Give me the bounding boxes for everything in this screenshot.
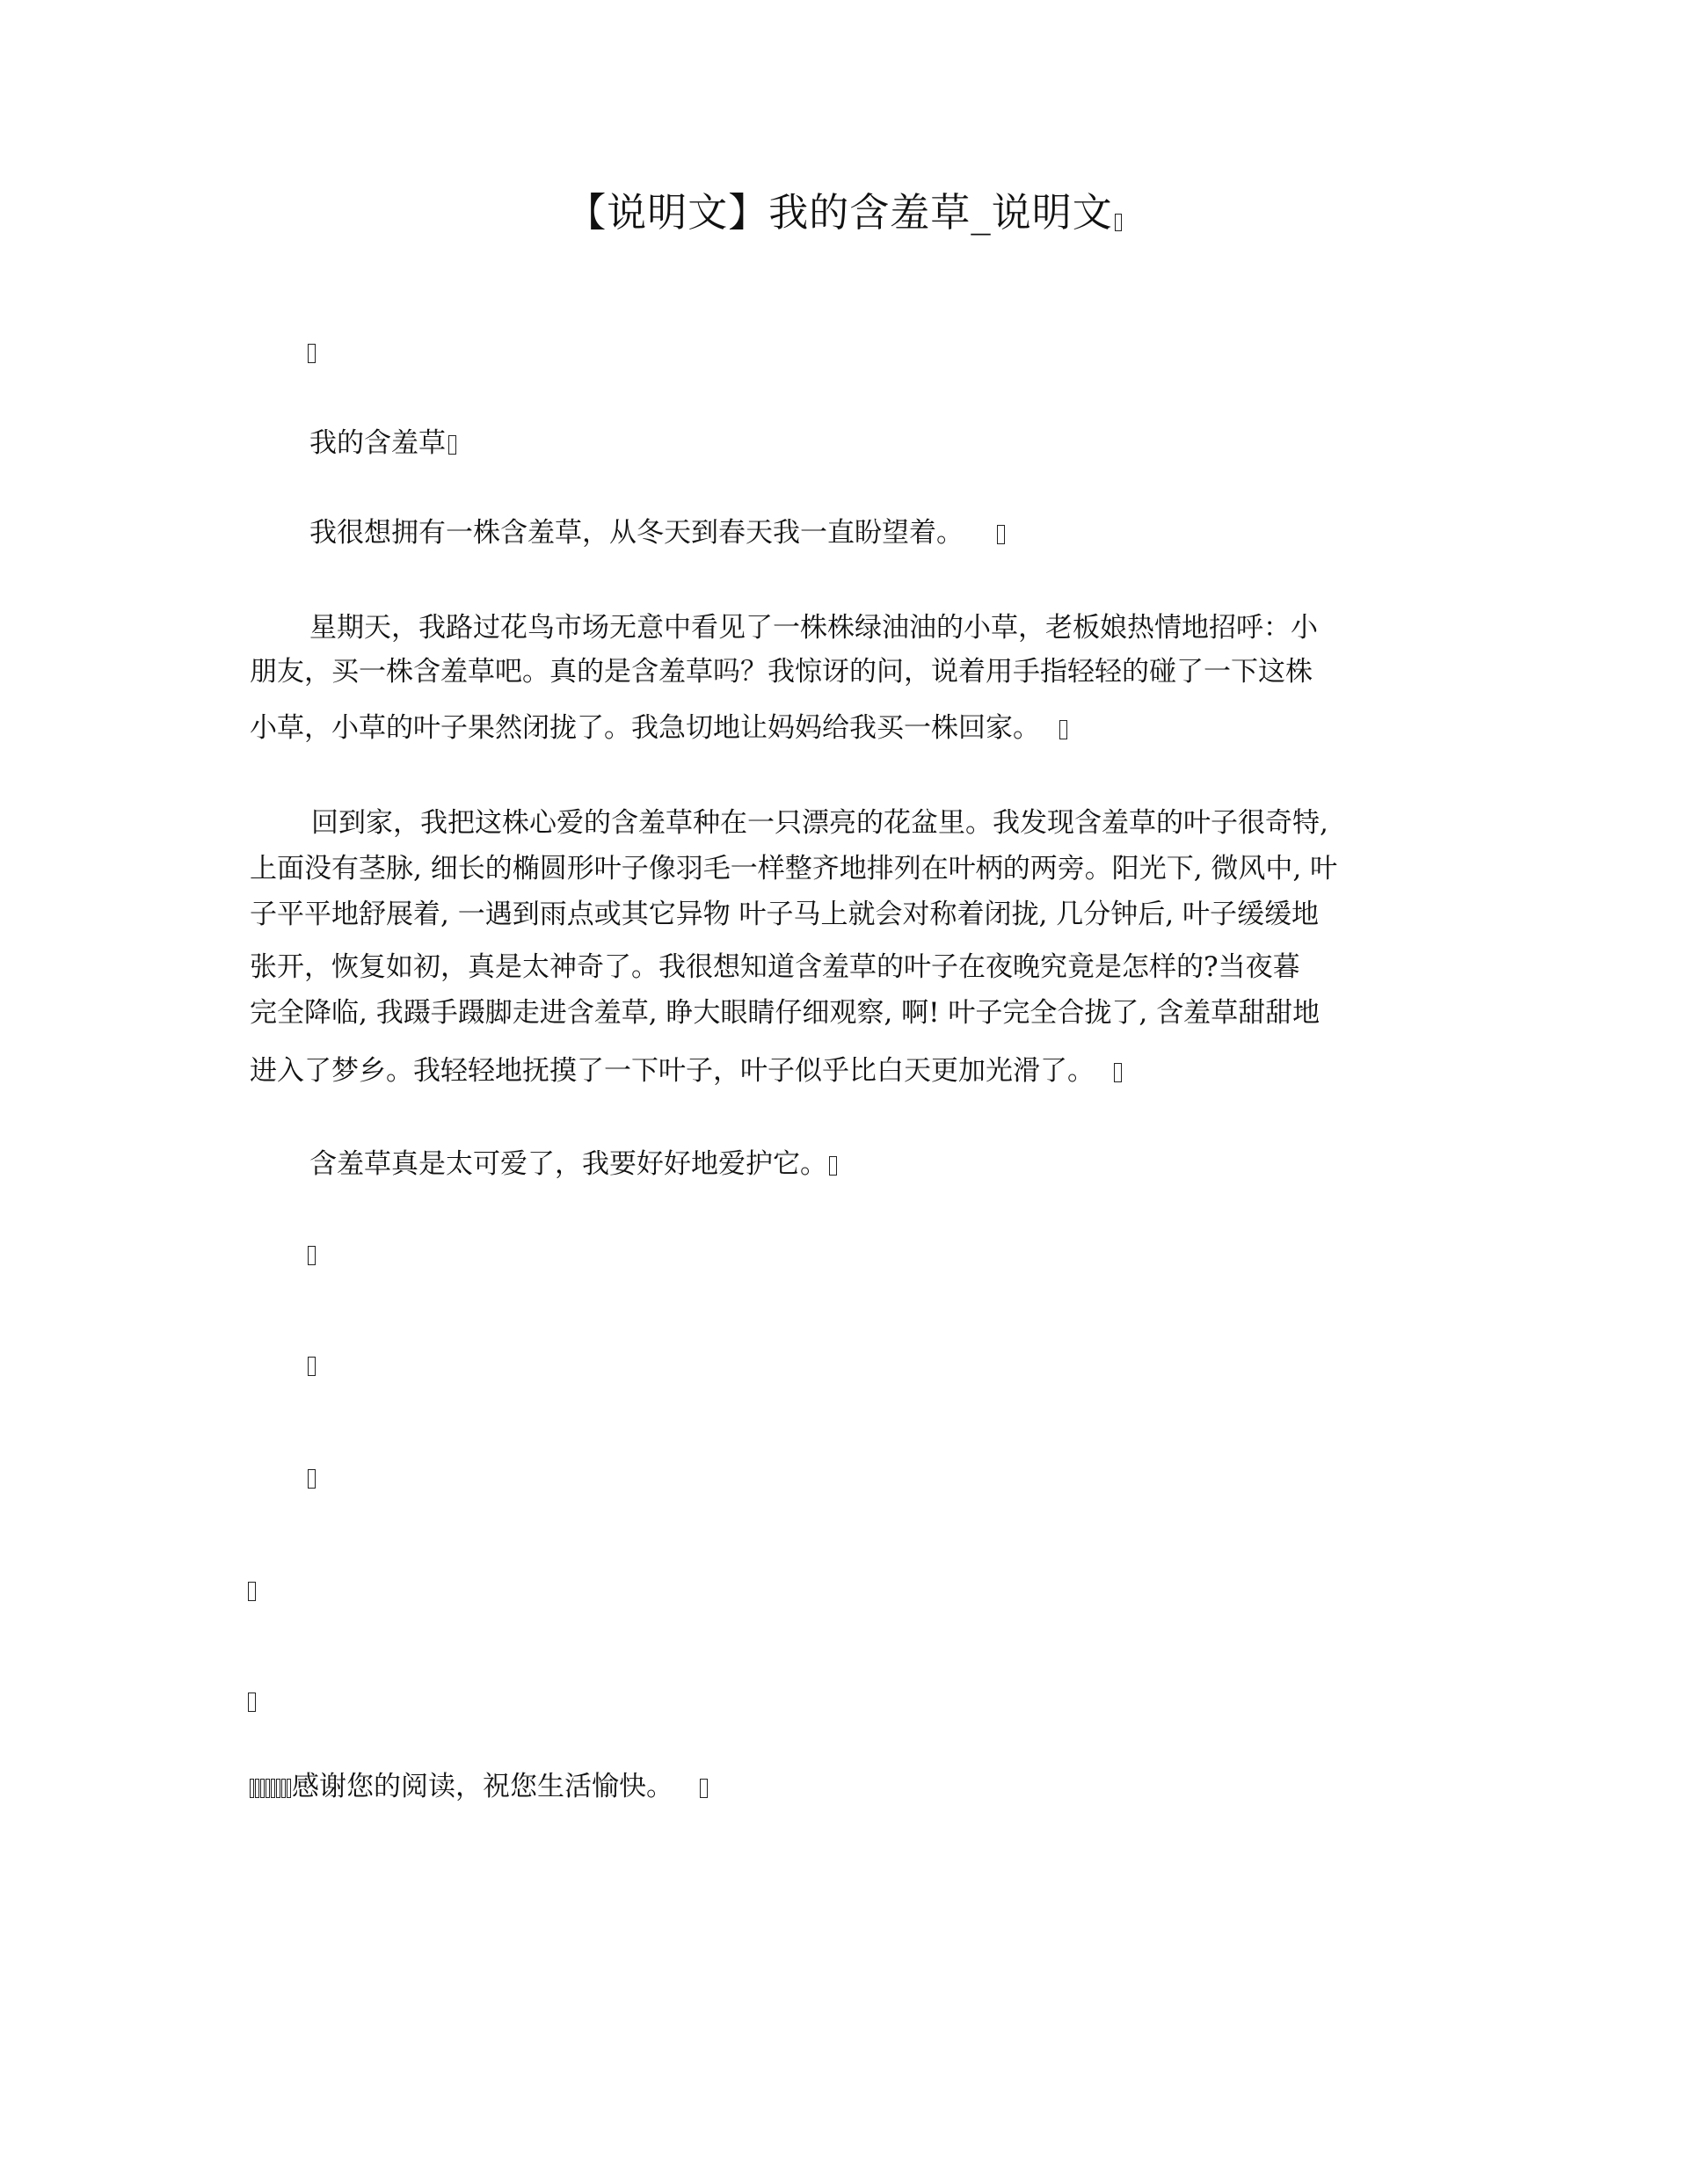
paragraph-text: 含羞草真是太可爱了，我要好好地爱护它。 xyxy=(309,1148,827,1180)
paragraph-text: 子平平地舒展着, 一遇到雨点或其它异物 叶子马上就会对称着闭拢, 几分钟后, 叶子缓缓地 xyxy=(250,899,1319,930)
paragraph-text: 我很想拥有一株含羞草，从冬天到春天我一直盼望着。 xyxy=(309,517,964,549)
missing-glyph-icon xyxy=(248,1582,256,1601)
missing-glyph-icon xyxy=(308,1246,316,1265)
heading-text: 我的含羞草 xyxy=(309,427,446,459)
missing-glyph-icon xyxy=(276,1779,280,1798)
missing-glyph-icon xyxy=(271,1779,275,1798)
paragraph-3-line-2 xyxy=(250,849,1337,888)
paragraph-3-line-1 xyxy=(311,804,1328,842)
missing-glyph-icon xyxy=(308,1357,316,1376)
paragraph-3-line-6 xyxy=(250,1052,1122,1090)
missing-glyph-icon xyxy=(250,1779,254,1798)
missing-glyph-icon xyxy=(700,1779,708,1798)
empty-paragraph-mark xyxy=(248,1570,256,1609)
empty-paragraph-mark xyxy=(308,1458,316,1496)
paragraph-4-line-1 xyxy=(309,1145,837,1183)
paragraph-text: 小草，小草的叶子果然闭拢了。我急切地让妈妈给我买一株回家。 xyxy=(250,712,1040,744)
title-text: 【说明文】我的含羞草_说明文 xyxy=(566,189,1113,236)
document-title xyxy=(0,186,1688,239)
missing-glyph-icon xyxy=(1114,1063,1122,1082)
missing-glyph-icon xyxy=(281,1779,286,1798)
paragraph-3-line-5 xyxy=(250,994,1320,1032)
paragraph-text: 进入了梦乡。我轻轻地抚摸了一下叶子，叶子似乎比白天更加光滑了。 xyxy=(250,1055,1095,1087)
paragraph-2-line-2 xyxy=(250,652,1313,691)
paragraph-2-line-1 xyxy=(309,608,1318,647)
closing-text: 感谢您的阅读，祝您生活愉快。 xyxy=(292,1771,673,1802)
article-heading xyxy=(309,424,456,462)
paragraph-3-line-4 xyxy=(250,948,1300,986)
paragraph-text: 完全降临, 我蹑手蹑脚走进含羞草, 睁大眼睛仔细观察, 啊! 叶子完全合拢了, 含羞草甜甜地 xyxy=(250,997,1321,1029)
empty-paragraph-mark xyxy=(248,1681,256,1720)
paragraph-3-line-3 xyxy=(250,895,1319,934)
paragraph-text: 星期天，我路过花鸟市场无意中看见了一株株绿油油的小草，老板娘热情地招呼：小 xyxy=(309,612,1318,644)
missing-glyph-icon xyxy=(266,1779,270,1798)
missing-glyph-icon xyxy=(997,525,1005,544)
empty-paragraph-mark xyxy=(308,1345,316,1384)
paragraph-1-line-1 xyxy=(309,513,1005,552)
missing-glyph-icon xyxy=(829,1156,837,1176)
paragraph-text: 朋友，买一株含羞草吧。真的是含羞草吗？我惊讶的问，说着用手指轻轻的碰了一下这株 xyxy=(250,656,1313,688)
paragraph-text: 张开，恢复如初，真是太神奇了。我很想知道含羞草的叶子在夜晚究竟是怎样的?当夜暮 xyxy=(250,951,1300,983)
missing-glyph-icon xyxy=(1059,720,1067,739)
empty-paragraph-mark xyxy=(308,1234,316,1273)
paragraph-2-line-3 xyxy=(250,709,1067,747)
missing-glyph-icon xyxy=(308,1469,316,1489)
missing-glyph-icon xyxy=(308,344,316,363)
missing-glyph-icon xyxy=(248,1693,256,1712)
missing-glyph-icon xyxy=(260,1779,265,1798)
paragraph-text: 回到家，我把这株心爱的含羞草种在一只漂亮的花盆里。我发现含羞草的叶子很奇特, xyxy=(311,807,1328,839)
closing-line xyxy=(250,1767,708,1806)
missing-glyph-icon xyxy=(287,1779,291,1798)
missing-glyph-icon xyxy=(448,435,456,455)
empty-paragraph-mark xyxy=(308,332,316,371)
missing-glyph-icon xyxy=(1115,214,1122,231)
paragraph-text: 上面没有茎脉, 细长的椭圆形叶子像羽毛一样整齐地排列在叶柄的两旁。阳光下, 微风中, 叶 xyxy=(250,853,1338,885)
missing-glyph-icon xyxy=(255,1779,259,1798)
